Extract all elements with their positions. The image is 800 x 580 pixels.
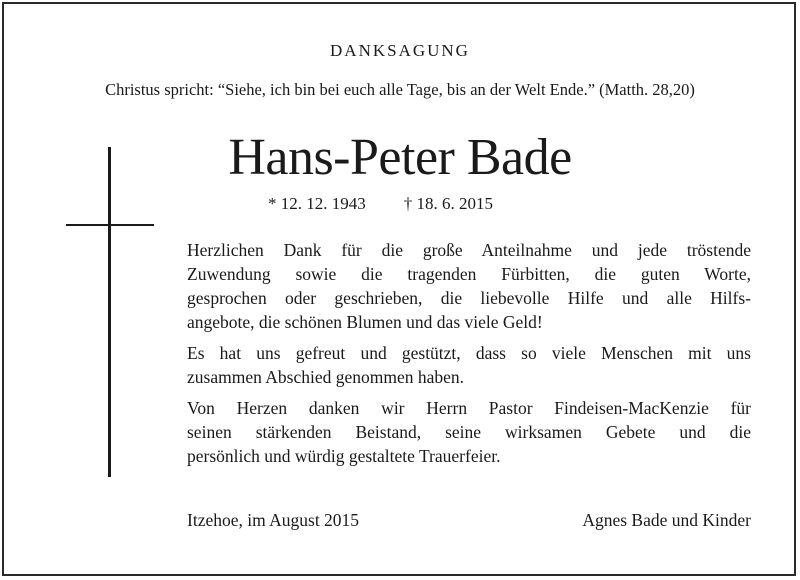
paragraph <box>187 396 751 468</box>
bible-quote: Christus spricht: “Siehe, ich bin bei euch alle Tage, bis an der Welt Ende.” (Matth. 28,20) <box>105 80 695 99</box>
text-line: zusammen Abschied genommen haben. <box>187 367 465 387</box>
text-line: persönlich und würdig gestaltete Trauerfeier. <box>187 446 501 466</box>
cross-icon <box>66 147 154 477</box>
thanks-text <box>187 238 751 475</box>
place-and-date: Itzehoe, im August 2015 <box>187 510 360 530</box>
text-line: Es hat uns gefreut und gestützt, dass so viele Menschen mit uns <box>187 343 751 363</box>
signature: Agnes Bade und Kinder <box>582 510 751 530</box>
cross-vertical-bar <box>108 147 111 477</box>
text-line: angebote, die schönen Blumen und das viele Geld! <box>187 312 543 332</box>
text-line: seinen stärkenden Beistand, seine wirksamen Gebete und die <box>187 422 751 442</box>
birth-date: * 12. 12. 1943 <box>268 194 366 213</box>
deceased-name: Hans-Peter Bade <box>228 129 572 186</box>
cross-horizontal-bar <box>66 224 154 226</box>
death-date: † 18. 6. 2015 <box>403 194 493 213</box>
text-line: Von Herzen danken wir Herrn Pastor Findeisen-MacKenzie für <box>187 398 751 418</box>
notice-heading: DANKSAGUNG <box>330 41 470 60</box>
text-line: gesprochen oder geschrieben, die liebevolle Hilfe und alle Hilfs- <box>187 288 751 308</box>
paragraph <box>187 341 751 389</box>
life-dates <box>268 194 493 214</box>
text-line: Zuwendung sowie die tragenden Fürbitten, die guten Worte, <box>187 264 751 284</box>
text-line: Herzlichen Dank für die große Anteilnahme und jede tröstende <box>187 240 751 260</box>
paragraph <box>187 238 751 334</box>
